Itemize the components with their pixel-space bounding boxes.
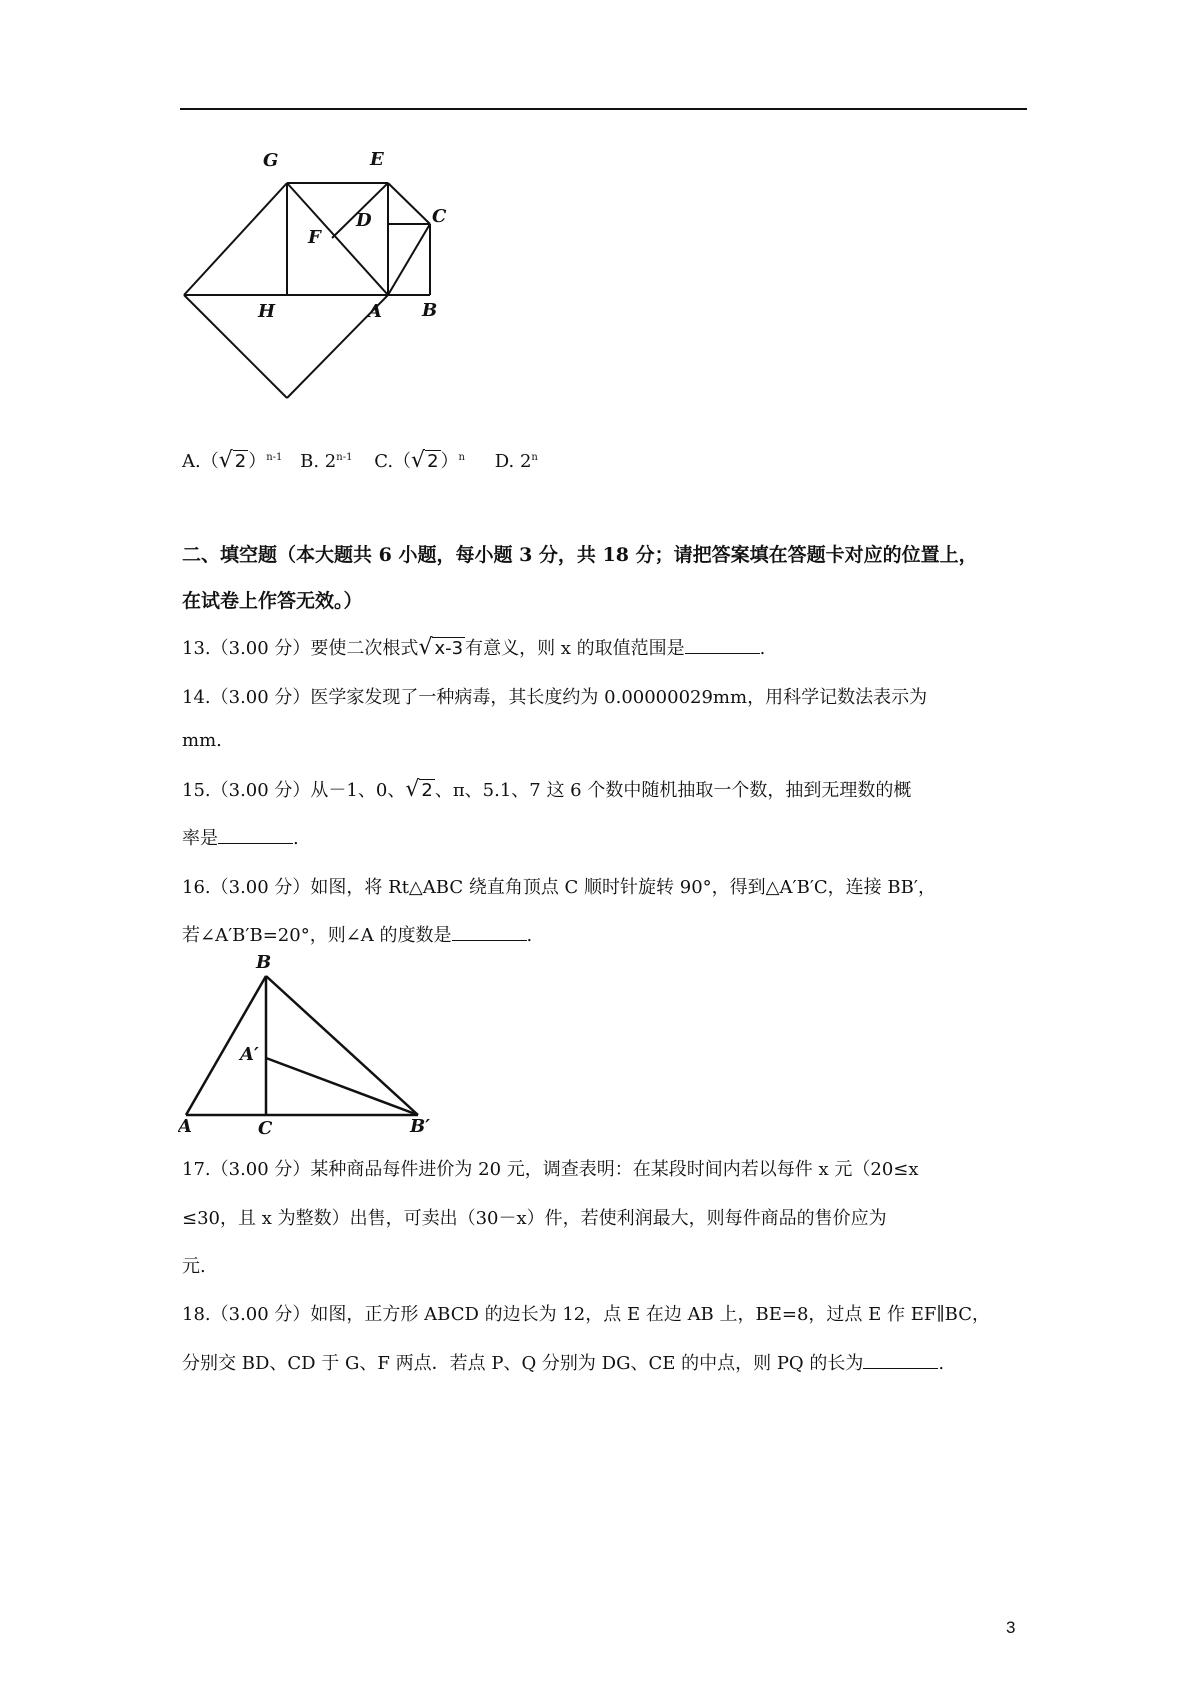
label-H: H: [258, 301, 276, 322]
q14-line1: 14.（3.00 分）医学家发现了一种病毒，其长度约为 0.00000029mm，用科学记数法表示为: [182, 687, 928, 708]
label-B: B: [422, 300, 438, 321]
label-A: A: [368, 301, 382, 322]
option-d: D. 2$^n$: [494, 451, 538, 472]
section2-heading-line2: 在试卷上作答无效。）: [182, 590, 363, 612]
q14-line2: mm.: [182, 730, 222, 751]
q15-line1: 15.（3.00 分）从－1、0、 √ 2 、π、5.1、7 这 6 个数中随机抽取一个数，抽到无理数的概: [182, 777, 912, 802]
header-rule: [180, 108, 1027, 110]
option-a: A.（ √ 2 ）$^{n-1}$: [182, 448, 283, 473]
page-number: 3: [1006, 1618, 1016, 1637]
figure-squares-diagram: [170, 150, 490, 420]
label-G: G: [263, 150, 279, 171]
answer-blank: [218, 827, 293, 844]
label-B: B: [256, 952, 272, 973]
option-c: C.（ √ 2 ）$^n$: [374, 448, 465, 473]
figure-triangle-diagram: [178, 950, 438, 1135]
q17-line2: ≤30，且 x 为整数）出售，可卖出（30－x）件，若使利润最大，则每件商品的售价应为: [182, 1208, 887, 1229]
q18-line2: 分别交 BD、CD 于 G、F 两点．若点 P、Q 分别为 DG、CE 的中点，则 PQ 的长为 .: [182, 1353, 945, 1374]
label-E: E: [370, 150, 384, 170]
label-D: D: [356, 210, 372, 231]
q18-line1: 18.（3.00 分）如图，正方形 ABCD 的边长为 12，点 E 在边 AB 上，BE=8，过点 E 作 EF∥BC，: [182, 1304, 990, 1325]
q12-options: [182, 447, 538, 473]
q17-line3: 元.: [182, 1256, 206, 1277]
label-A-prime: A′: [240, 1044, 259, 1065]
label-C: C: [432, 206, 447, 227]
label-A: A: [178, 1116, 192, 1135]
q15-line2: 率是 .: [182, 828, 299, 849]
q16-line2: 若∠A′B′B=20°，则∠A 的度数是 .: [182, 925, 533, 946]
q13: 13.（3.00 分）要使二次根式 √ x-3 有意义，则 x 的取值范围是 .: [182, 635, 766, 660]
label-C: C: [258, 1118, 273, 1135]
q16-line1: 16.（3.00 分）如图，将 Rt△ABC 绕直角顶点 C 顺时针旋转 90°，得到△A′B′C，连接 BB′，: [182, 877, 936, 898]
label-F: F: [308, 227, 321, 248]
section2-heading-line1: 二、填空题（本大题共 6 小题，每小题 3 分，共 18 分；请把答案填在答题卡对应的位置上，: [182, 544, 978, 566]
answer-blank: [685, 637, 760, 654]
q17-line1: 17.（3.00 分）某种商品每件进价为 20 元，调查表明：在某段时间内若以每件 x 元（20≤x: [182, 1159, 919, 1180]
label-B-prime: B′: [410, 1116, 430, 1135]
answer-blank: [452, 924, 527, 941]
option-b: B. 2$^{n-1}$: [300, 451, 353, 472]
answer-blank: [863, 1352, 938, 1369]
